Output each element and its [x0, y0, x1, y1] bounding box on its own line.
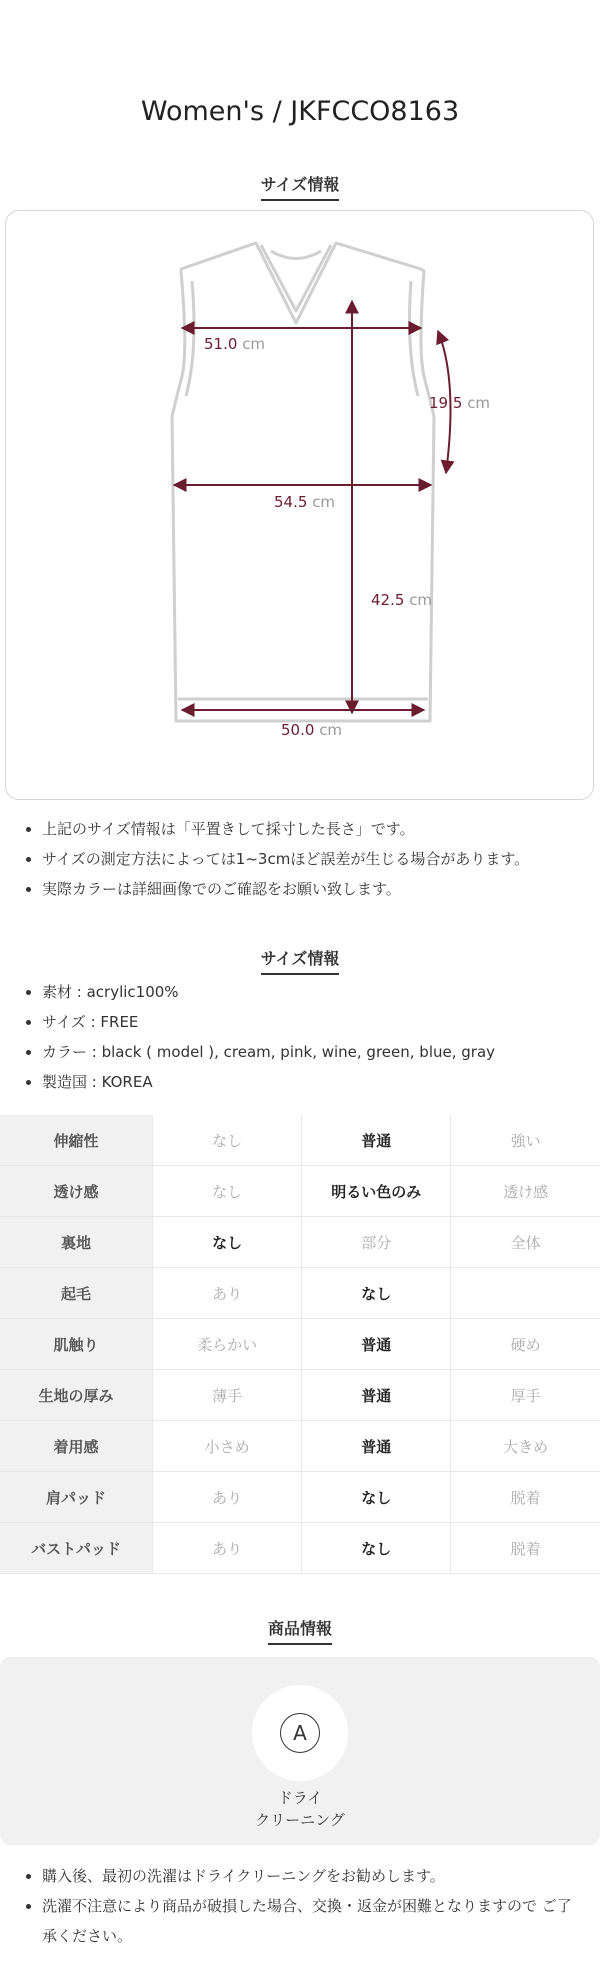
care-panel [0, 1657, 600, 1845]
vest-outline [172, 243, 434, 721]
option-cell: 普通 [302, 1370, 451, 1421]
option-cell: あり [153, 1523, 302, 1574]
length-measurement: 42.5 cm [371, 591, 433, 609]
option-cell: 明るい色のみ [302, 1166, 451, 1217]
chest-measurement: 54.5 cm [274, 493, 336, 511]
size-diagram [5, 210, 594, 800]
option-cell: 柔らかい [153, 1319, 302, 1370]
option-cell: 脱着 [451, 1472, 600, 1523]
table-row [0, 1268, 600, 1319]
option-cell: なし [153, 1115, 302, 1166]
table-row [0, 1217, 600, 1268]
list-item: • カラー : black ( model ), cream, pink, wine, green, blue, gray [42, 1037, 495, 1067]
option-cell [451, 1268, 600, 1319]
armhole-measurement: 19.5 cm [429, 394, 491, 412]
list-item: • サイズ : FREE [42, 1007, 495, 1037]
table-row [0, 1370, 600, 1421]
option-cell: なし [302, 1523, 451, 1574]
list-item: • 購入後、最初の洗濯はドライクリーニングをお勧めします。 [42, 1861, 582, 1891]
size-notes [20, 814, 529, 904]
fabric-properties-table [0, 1115, 600, 1574]
row-label: 肩パッド [0, 1472, 153, 1523]
option-cell: なし [153, 1217, 302, 1268]
option-cell: 部分 [302, 1217, 451, 1268]
list-item: • 製造国 : KOREA [42, 1067, 495, 1097]
option-cell: あり [153, 1472, 302, 1523]
spec-list [20, 977, 495, 1097]
row-label: 伸縮性 [0, 1115, 153, 1166]
option-cell: 大きめ [451, 1421, 600, 1472]
table-row [0, 1319, 600, 1370]
option-cell: 普通 [302, 1115, 451, 1166]
size-info-heading: サイズ情報 [0, 172, 600, 201]
row-label: 肌触り [0, 1319, 153, 1370]
list-item: • サイズの測定方法によっては1~3cmほど誤差が生じる場合があります。 [42, 844, 529, 874]
care-label: ドライ クリーニング [255, 1789, 345, 1829]
list-item: • 上記のサイズ情報は「平置きして採寸した長さ」です。 [42, 814, 529, 844]
row-label: 裏地 [0, 1217, 153, 1268]
spec-heading: サイズ情報 [0, 946, 600, 975]
table-row [0, 1523, 600, 1574]
table-row [0, 1115, 600, 1166]
page-title: Women's / JKFCCO8163 [140, 96, 460, 127]
dry-clean-icon: A [280, 1713, 320, 1753]
option-cell: なし [302, 1268, 451, 1319]
list-item: • 素材 : acrylic100% [42, 977, 495, 1007]
list-item: • 洗濯不注意により商品が破損した場合、交換・返金が困難となりますので ご了承ください。 [42, 1891, 582, 1951]
option-cell: 厚手 [451, 1370, 600, 1421]
table-row [0, 1472, 600, 1523]
row-label: バストパッド [0, 1523, 153, 1574]
shoulder-measurement: 51.0 cm [204, 335, 266, 353]
product-info-heading: 商品情報 [0, 1616, 600, 1645]
option-cell: 透け感 [451, 1166, 600, 1217]
option-cell: 硬め [451, 1319, 600, 1370]
option-cell: 全体 [451, 1217, 600, 1268]
row-label: 着用感 [0, 1421, 153, 1472]
row-label: 起毛 [0, 1268, 153, 1319]
row-label: 透け感 [0, 1166, 153, 1217]
option-cell: なし [302, 1472, 451, 1523]
row-label: 生地の厚み [0, 1370, 153, 1421]
table-row [0, 1421, 600, 1472]
option-cell: 小さめ [153, 1421, 302, 1472]
option-cell: 強い [451, 1115, 600, 1166]
list-item: • 実際カラーは詳細画像でのご確認をお願い致します。 [42, 874, 529, 904]
care-notes [20, 1861, 582, 1951]
option-cell: 普通 [302, 1421, 451, 1472]
care-symbol-badge [252, 1685, 348, 1781]
option-cell: あり [153, 1268, 302, 1319]
option-cell: 薄手 [153, 1370, 302, 1421]
option-cell: 脱着 [451, 1523, 600, 1574]
option-cell: 普通 [302, 1319, 451, 1370]
option-cell: なし [153, 1166, 302, 1217]
table-row [0, 1166, 600, 1217]
hem-measurement: 50.0 cm [281, 721, 343, 739]
